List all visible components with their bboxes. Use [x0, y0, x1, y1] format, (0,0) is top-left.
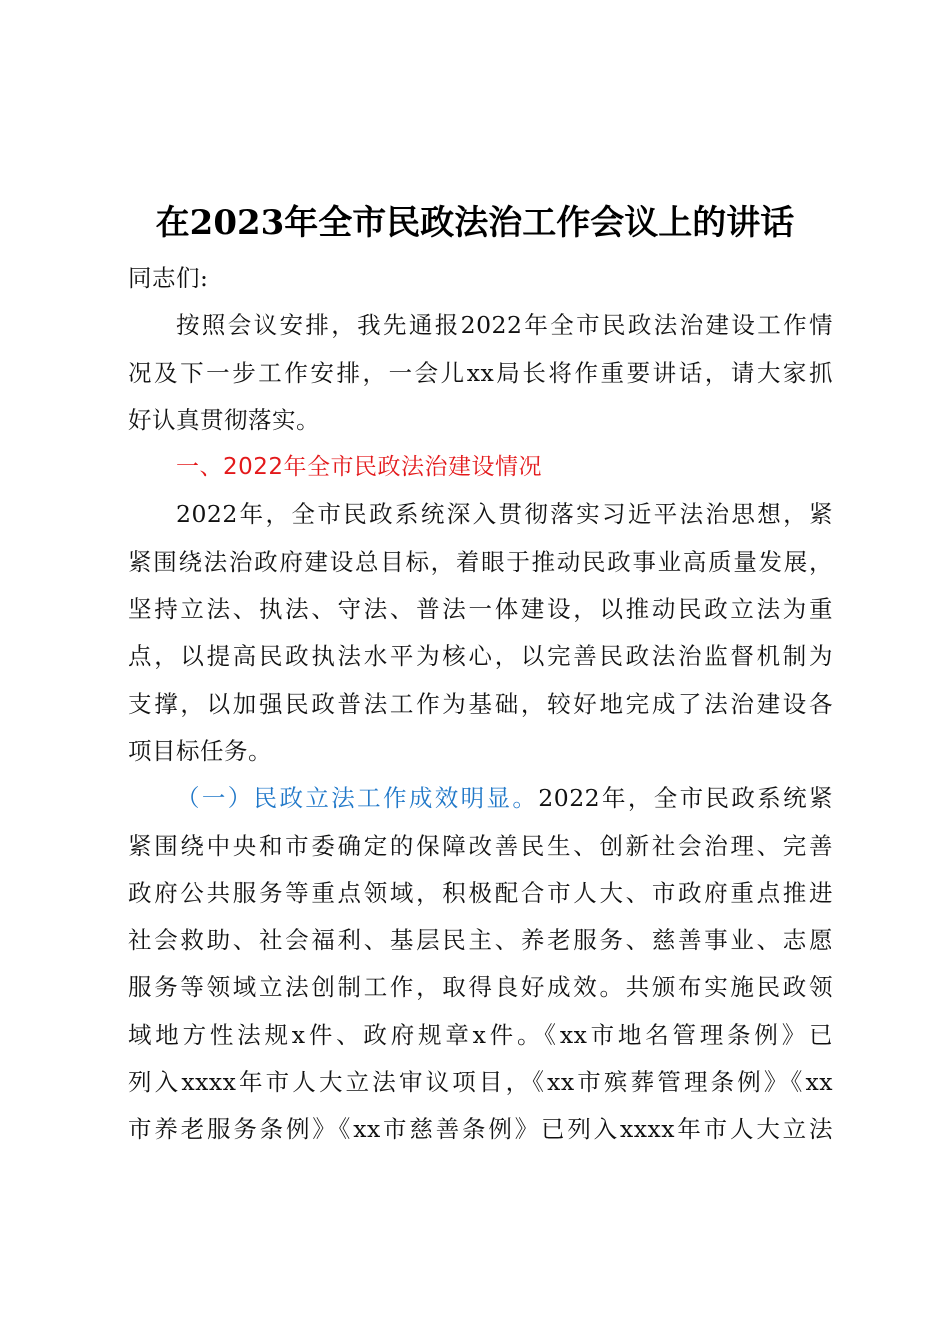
subsection-line-8: 市养老服务条例》《xx市慈善条例》已列入xxxx年市人大立法: [128, 1115, 833, 1144]
section-line-6: 项目标任务。: [128, 736, 272, 765]
intro-line-2: 况及下一步工作安排，一会儿xx局长将作重要讲话，请大家抓: [128, 358, 833, 387]
section-line-5: 支撑，以加强民政普法工作为基础，较好地完成了法治建设各: [128, 689, 833, 718]
section-line-4: 点，以提高民政执法水平为核心，以完善民政法治监督机制为: [128, 642, 833, 671]
subsection-line-7: 列入xxxx年市人大立法审议项目，《xx市殡葬管理条例》《xx: [128, 1068, 833, 1097]
subsection-line-5: 服务等领域立法创制工作，取得良好成效。共颁布实施民政领: [128, 973, 833, 1002]
section-line-3: 坚持立法、执法、守法、普法一体建设，以推动民政立法为重: [128, 595, 833, 624]
subsection-line-2: 紧围绕中央和市委确定的保障改善民生、创新社会治理、完善: [128, 831, 833, 860]
intro-line-3: 好认真贯彻落实。: [128, 405, 320, 434]
document-title: 在2023年全市民政法治工作会议上的讲话: [155, 203, 795, 243]
subsection-first-line-rest: 2022年，全市民政系统紧: [538, 784, 834, 813]
subsection-line-6: 域地方性法规x件、政府规章x件。《xx市地名管理条例》已: [128, 1020, 833, 1049]
section-line-2: 紧围绕法治政府建设总目标，着眼于推动民政事业高质量发展，: [128, 547, 833, 576]
intro-line-1: 按照会议安排，我先通报2022年全市民政法治建设工作情: [176, 311, 833, 340]
section-heading: 一、2022年全市民政法治建设情况: [176, 454, 543, 481]
subsection-line-4: 社会救助、社会福利、基层民主、养老服务、慈善事业、志愿: [128, 926, 833, 955]
subsection-first-line: [128, 775, 833, 822]
document-body: [128, 255, 833, 1154]
section-line-1: 2022年，全市民政系统深入贯彻落实习近平法治思想，紧: [176, 500, 833, 529]
subsection-line-3: 政府公共服务等重点领域，积极配合市人大、市政府重点推进: [128, 878, 833, 907]
salutation: 同志们:: [128, 264, 209, 292]
subsection-heading: （一）民政立法工作成效明显。: [176, 784, 539, 813]
